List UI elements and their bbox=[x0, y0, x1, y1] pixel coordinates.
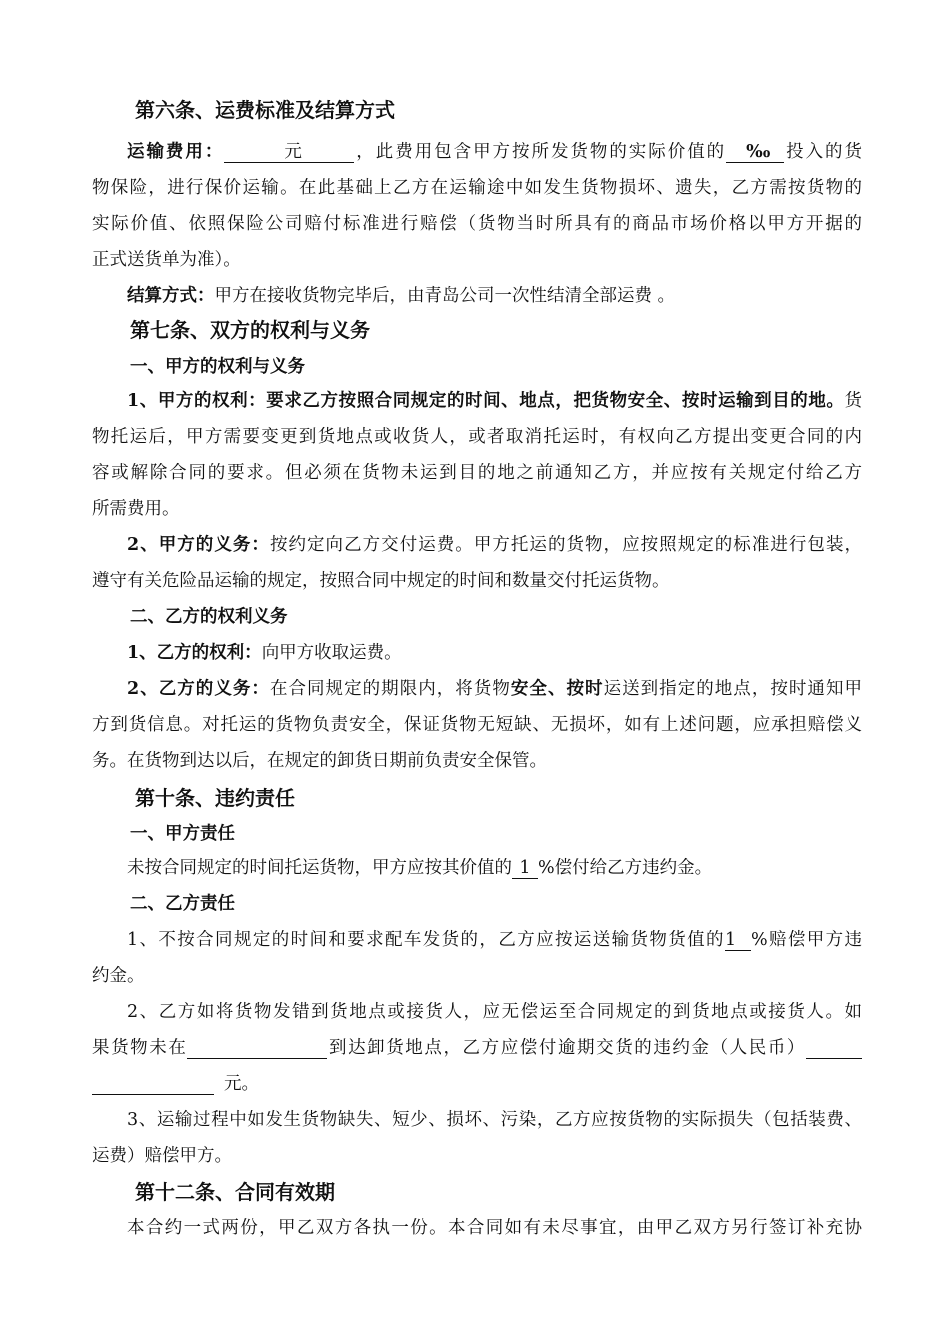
party-a-liability-line bbox=[127, 856, 897, 880]
fee-text-b: 投入的货 bbox=[784, 142, 863, 162]
party-b-liability-3-line-1: 3、运输过程中如发生货物缺失、短少、损坏、污染，乙方应按货物的实际损失（包括装费、 bbox=[127, 1110, 862, 1130]
party-b-duties-line-3: 务。在货物到达以后，在规定的卸货日期前负责安全保管。 bbox=[92, 751, 547, 771]
article-12-title: 第十二条、合同有效期 bbox=[135, 1180, 335, 1204]
party-a-liability-percent: 1 bbox=[512, 858, 538, 879]
fee-line-2: 物保险，进行保价运输。在此基础上乙方在运输途中如发生货物损坏、遗失，乙方需按货物的 bbox=[92, 178, 862, 198]
party-b-liability-3-line-2: 运费）赔偿甲方。 bbox=[92, 1146, 232, 1166]
party-a-liability-text-b: %偿付给乙方违约金。 bbox=[538, 858, 713, 878]
party-b-liability-1-text-a: 1、不按合同规定的时间和要求配车发货的，乙方应按运送输货物货值的 bbox=[127, 930, 725, 950]
fee-line-1 bbox=[127, 140, 862, 164]
party-b-duties-label: 2、乙方的义务： bbox=[127, 679, 270, 699]
penalty-amount-blank-start bbox=[806, 1038, 862, 1059]
party-b-duties-text-a: 在合同规定的期限内，将货物 bbox=[269, 679, 511, 699]
party-a-heading: 一、甲方的权利与义务 bbox=[130, 357, 305, 377]
fee-amount-blank bbox=[224, 142, 354, 163]
article-6-title: 第六条、运费标准及结算方式 bbox=[135, 98, 395, 122]
fee-percent-unit: ‰ bbox=[746, 142, 771, 162]
fee-line-4: 正式送货单为准）。 bbox=[92, 250, 241, 270]
penalty-amount-blank-end bbox=[92, 1074, 214, 1095]
party-b-rights-text: 向甲方收取运费。 bbox=[261, 643, 402, 663]
party-b-liability-2-line-3 bbox=[92, 1072, 862, 1096]
party-a-rights-bold: 要求乙方按照合同规定的时间、地点，把货物安全、按时运输到目的地。 bbox=[266, 391, 845, 411]
party-b-liability-2-text-b: 到达卸货地点，乙方应偿付逾期交货的违约金（人民币） bbox=[327, 1038, 807, 1058]
article-10-title: 第十条、违约责任 bbox=[135, 786, 295, 810]
fee-line-3: 实际价值、依照保险公司赔付标准进行赔偿（货物当时所具有的商品市场价格以甲方开据的 bbox=[92, 214, 862, 234]
fee-label: 运输费用： bbox=[127, 142, 225, 162]
party-b-rights-line bbox=[127, 641, 897, 665]
party-b-liability-1-line-2: 约金。 bbox=[92, 966, 145, 986]
party-a-liability-text-a: 未按合同规定的时间托运货物，甲方应按其价值的 bbox=[127, 858, 512, 878]
penalty-unit: 元。 bbox=[224, 1074, 259, 1094]
party-a-rights-line-1 bbox=[127, 389, 862, 413]
settlement-line bbox=[127, 284, 897, 308]
party-a-duties-line-1 bbox=[127, 533, 862, 557]
party-b-liability-1-line-1 bbox=[127, 928, 862, 952]
party-b-duties-line-2: 方到货信息。对托运的货物负责安全，保证货物无短缺、无损坏，如有上述问题，应承担赔偿义 bbox=[92, 715, 862, 735]
deadline-blank bbox=[187, 1038, 327, 1059]
party-b-liability-2-line-2 bbox=[92, 1036, 862, 1060]
party-a-rights-line-3: 容或解除合同的要求。但必须在货物未运到目的地之前通知乙方，并应按有关规定付给乙方 bbox=[92, 463, 862, 483]
article-7-title: 第七条、双方的权利与义务 bbox=[130, 318, 370, 342]
fee-unit: 元 bbox=[284, 142, 302, 162]
party-b-liability-heading: 二、乙方责任 bbox=[130, 894, 235, 914]
party-a-duties-text: 按约定向乙方交付运费。甲方托运的货物，应按照规定的标准进行包装， bbox=[269, 535, 862, 555]
fee-percent-blank bbox=[726, 142, 784, 163]
settlement-label: 结算方式： bbox=[127, 286, 215, 306]
party-a-rights-tail: 货 bbox=[844, 391, 862, 411]
party-b-duties-bold: 安全、按时 bbox=[510, 679, 604, 699]
party-a-duties-line-2: 遵守有关危险品运输的规定，按照合同中规定的时间和数量交付托运货物。 bbox=[92, 571, 670, 591]
party-b-duties-text-b: 运送到指定的地点，按时通知甲 bbox=[603, 679, 862, 699]
validity-line-1: 本合约一式两份，甲乙双方各执一份。本合同如有未尽事宜，由甲乙双方另行签订补充协 bbox=[127, 1218, 862, 1238]
party-a-rights-label: 1、甲方的权利： bbox=[127, 391, 267, 411]
party-a-rights-line-2: 物托运后，甲方需要变更到货地点或收货人，或者取消托运时，有权向乙方提出变更合同的内 bbox=[92, 427, 862, 447]
settlement-text: 甲方在接收货物完毕后，由青岛公司一次性结清全部运费 。 bbox=[214, 286, 676, 306]
party-b-liability-1-percent: 1 bbox=[725, 930, 751, 951]
party-a-rights-line-4: 所需费用。 bbox=[92, 499, 180, 519]
party-b-liability-2-line-1: 2、乙方如将货物发错到货地点或接货人，应无偿运至合同规定的到货地点或接货人。如 bbox=[127, 1002, 862, 1022]
party-b-liability-1-text-b: %赔偿甲方违 bbox=[750, 930, 862, 950]
fee-text-a: ，此费用包含甲方按所发货物的实际价值的 bbox=[354, 142, 727, 162]
party-b-heading: 二、乙方的权利义务 bbox=[130, 607, 288, 627]
party-b-liability-2-text-a: 果货物未在 bbox=[92, 1038, 188, 1058]
party-a-duties-label: 2、甲方的义务： bbox=[127, 535, 270, 555]
party-b-duties-line-1 bbox=[127, 677, 862, 701]
party-b-rights-label: 1、乙方的权利： bbox=[127, 643, 262, 663]
party-a-liability-heading: 一、甲方责任 bbox=[130, 824, 235, 844]
